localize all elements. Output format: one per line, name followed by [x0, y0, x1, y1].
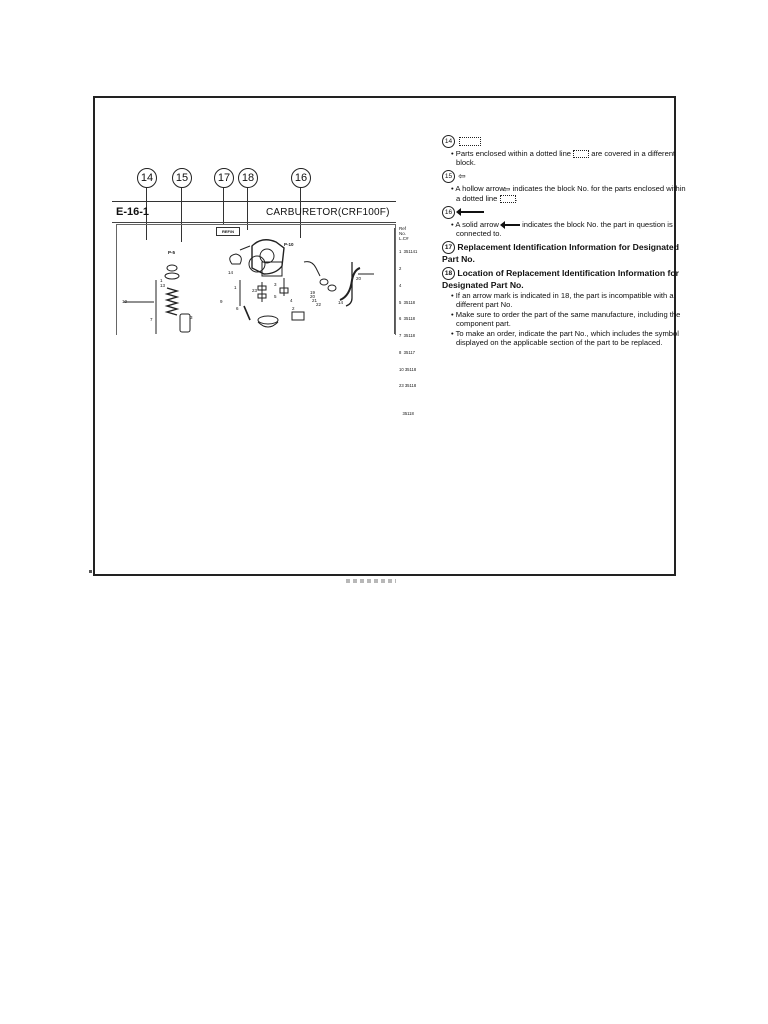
legend-item-16	[442, 206, 690, 238]
part-number: 20	[310, 294, 316, 299]
legend-line: indicates the block No. the part in question is connected to.	[456, 219, 673, 238]
ref-list	[399, 238, 417, 428]
legend-bullet: • To make an order, indicate the part No., which includes the symbol displayed on the applicable section of the part to be replaced.	[451, 328, 679, 347]
part-number: 19	[310, 290, 316, 295]
legend-line: If an arrow mark is indicated in 18, the part is incompatible with a different part No.	[455, 290, 674, 309]
part-number: 3	[190, 315, 193, 320]
legend-line: indicates the block No. for the parts enclosed within a dotted line	[456, 184, 686, 203]
legend-item-17	[442, 241, 690, 264]
ref-row: 7 35118	[399, 333, 415, 339]
legend-heading: Replacement Identification Information for Designated Part No.	[442, 241, 679, 264]
callout-15: 15	[172, 168, 192, 188]
callout-16: 16	[291, 168, 311, 188]
part-number: 1	[234, 285, 237, 290]
diagram-title: CARBURETOR(CRF100F)	[266, 207, 390, 218]
hollow-arrow-icon: ⇦	[502, 183, 511, 194]
ref-row: 10 35118	[399, 366, 417, 372]
badge-16: 16	[442, 206, 455, 219]
legend-item-15	[442, 170, 690, 203]
part-number: 1	[160, 278, 163, 283]
ref-row: 23 35118	[399, 383, 417, 389]
hollow-arrow-icon: ⇦	[458, 171, 466, 181]
part-number: 6	[236, 306, 239, 311]
part-number: 22	[316, 302, 322, 307]
solid-arrow-icon	[504, 224, 520, 226]
legend-heading-row	[442, 267, 690, 290]
legend-line: are covered in a different block.	[456, 149, 676, 167]
legend-bullet: • If an arrow mark is indicated in 18, the part is incompatible with a different part No.	[451, 290, 674, 309]
label-p10: P-10	[284, 242, 294, 247]
part-number: 2	[292, 306, 295, 311]
part-number: 9	[220, 299, 223, 304]
ref-row: 35118	[399, 411, 414, 417]
legend-text: • A solid arrow indicates the block No. the part in question is connected to.	[451, 219, 673, 238]
legend-heading: Location of Replacement Identification Information for Designated Part No.	[442, 267, 679, 290]
dotted-box-icon	[459, 137, 481, 146]
part-number: 14	[338, 300, 344, 305]
part-number: 3	[274, 282, 277, 287]
part-number: 13	[160, 283, 166, 288]
callout-17: 17	[214, 168, 234, 188]
carburetor-drawing	[112, 202, 396, 334]
ref-tag: REF/N	[216, 227, 240, 236]
legend-text: • A hollow arrow ⇦ indicates the block No. for the parts enclosed within a dotted line .	[451, 183, 686, 203]
legend-text: • Parts enclosed within a dotted line are covered in a different block.	[451, 149, 676, 167]
block-number: E-16-1	[116, 206, 150, 218]
part-number: 7	[150, 317, 153, 322]
footer-smudge	[346, 579, 396, 583]
badge-15: 15	[442, 170, 455, 183]
part-number: 20	[356, 276, 362, 281]
legend-bullet: • Make sure to order the part of the same manufacture, including the component part.	[451, 309, 681, 328]
ref-row: 2	[399, 265, 402, 271]
callout-18: 18	[238, 168, 258, 188]
corner-mark	[89, 570, 92, 573]
ref-row: 5 35118	[399, 299, 415, 305]
carburetor-diagram	[112, 201, 418, 417]
part-number: 21	[312, 298, 318, 303]
badge-17: 17	[442, 241, 455, 254]
part-number: 14	[228, 270, 234, 275]
legend-line: Make sure to order the part of the same manufacture, including the component part.	[455, 309, 681, 328]
ref-code-header: L.C#	[399, 236, 409, 241]
part-number: 4	[290, 298, 293, 303]
badge-18: 18	[442, 267, 455, 280]
solid-arrow-icon	[460, 211, 484, 213]
callout-14: 14	[137, 168, 157, 188]
legend-line: To make an order, indicate the part No., which includes the symbol displayed on the applicable section of the part to be replaced.	[455, 328, 679, 347]
part-number: 10	[122, 299, 128, 304]
legend	[442, 135, 690, 350]
dotted-box-icon	[500, 195, 516, 203]
ref-row: 8 35117	[399, 349, 415, 355]
legend-line: Parts enclosed within a dotted line	[455, 149, 572, 158]
badge-14: 14	[442, 135, 455, 148]
dotted-box-icon	[573, 150, 589, 158]
legend-line: A hollow arrow	[455, 184, 505, 193]
ref-row: 6 35118	[399, 316, 415, 322]
legend-item-14	[442, 135, 690, 167]
part-number: 5	[274, 294, 277, 299]
part-number: 23	[252, 288, 258, 293]
label-p5: P-5	[168, 250, 176, 255]
legend-line: A solid arrow	[455, 219, 499, 229]
ref-row: 1 351141	[399, 249, 418, 255]
legend-item-18	[442, 267, 690, 347]
ref-no-header: Ref No.	[399, 226, 407, 236]
legend-line: .	[515, 193, 518, 203]
ref-row: 4	[399, 282, 402, 288]
